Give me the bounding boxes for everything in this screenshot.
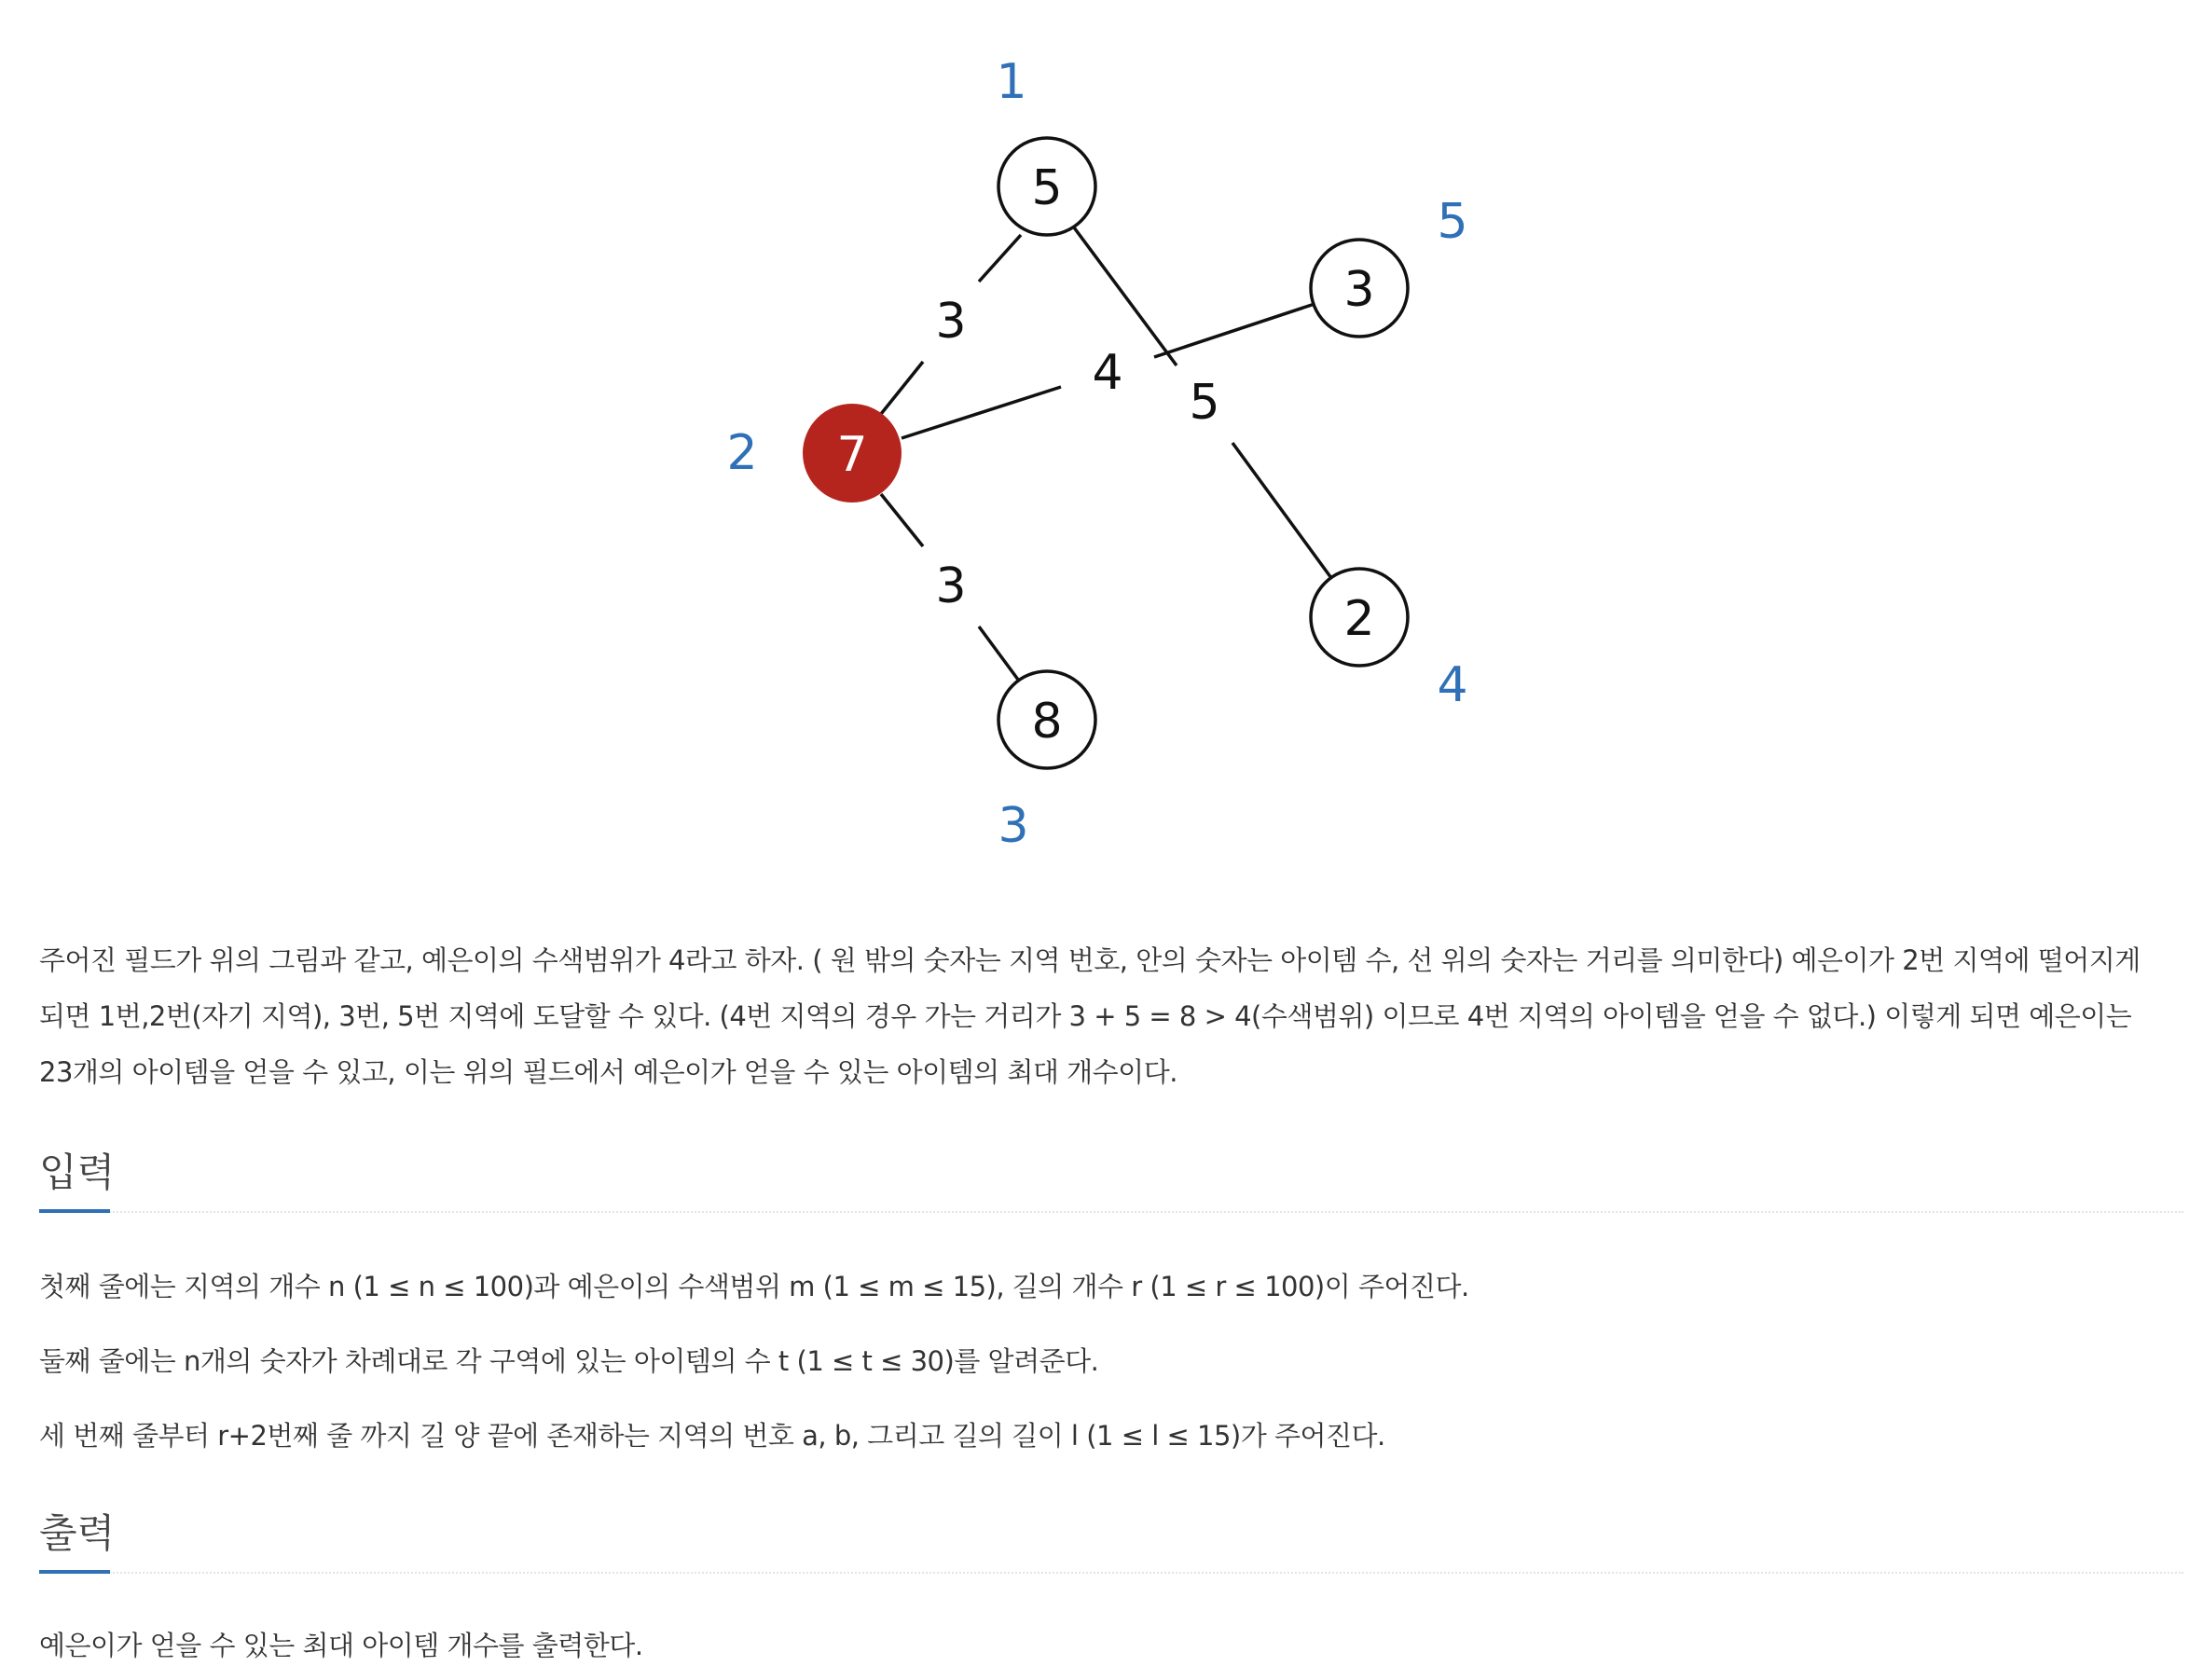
input-heading: 입력: [39, 1150, 116, 1195]
node-3: [998, 671, 1095, 768]
edge-2-3-upper: [881, 494, 923, 546]
node-2: [803, 404, 902, 503]
input-line-3: 세 번째 줄부터 r+2번째 줄 까지 길 양 끝에 존재하는 지역의 번호 a, b, 그리고 길의 길이 l (1 ≤ l ≤ 15)가 주어진다.: [39, 1420, 1385, 1452]
input-heading-divider: [39, 1211, 2183, 1213]
region-label-3: 3: [998, 798, 1029, 854]
edge-1-2-lower: [881, 362, 923, 414]
distance-label-1-4: 5: [1189, 375, 1220, 431]
node-4-item-count: 2: [1343, 591, 1375, 647]
node-1: [998, 138, 1095, 235]
edge-1-2-upper: [979, 235, 1021, 282]
region-label-4: 4: [1437, 657, 1468, 713]
node-5-item-count: 3: [1343, 262, 1375, 318]
output-heading-underline: [39, 1570, 110, 1574]
distance-label-2-5: 4: [1092, 345, 1123, 401]
problem-description: 주어진 필드가 위의 그림과 같고, 예은이의 수색범위가 4라고 하자. ( 원 밖의 숫자는 지역 번호, 안의 숫자는 아이템 수, 선 위의 숫자는 거리를 의미한다) 예은이가 2번 지역에 떨어지게 되면 1번,2번(자기 지역), 3번, 5번 지역에 도달할 수 있다. (4번 지역의 경우 가는 거리가 3 + 5 = 8 > 4(수색범위) 이므로 4번 지역의 아이템을 얻을 수 없다.) 이렇게 되면 예은이는 23개의 아이템을 얻을 수 있고, 이는 위의 필드에서 예은이가 얻을 수 있는 아이템의 최대 개수이다.: [39, 944, 2141, 1088]
region-label-5: 5: [1437, 194, 1468, 250]
input-line-1: 첫째 줄에는 지역의 개수 n (1 ≤ n ≤ 100)과 예은이의 수색범위 m (1 ≤ m ≤ 15), 길의 개수 r (1 ≤ r ≤ 100)이 주어진다.: [39, 1271, 1469, 1302]
edge-2-5-right: [1154, 304, 1315, 357]
region-label-2: 2: [726, 425, 758, 481]
output-line-1: 예은이가 얻을 수 있는 최대 아이템 개수를 출력한다.: [39, 1630, 643, 1661]
edge-2-3-lower: [979, 627, 1021, 683]
node-2-item-count: 7: [836, 427, 868, 483]
node-1-item-count: 5: [1031, 160, 1063, 216]
node-3-item-count: 8: [1031, 694, 1063, 750]
edge-1-4-lower: [1232, 443, 1331, 578]
edge-1-4-upper: [1074, 227, 1177, 365]
input-line-2: 둘째 줄에는 n개의 숫자가 차례대로 각 구역에 있는 아이템의 수 t (1 ≤ t ≤ 30)를 알려준다.: [39, 1345, 1099, 1377]
region-label-1: 1: [996, 54, 1027, 110]
distance-label-2-3: 3: [935, 558, 967, 614]
input-heading-underline: [39, 1209, 110, 1213]
edge-2-5-left: [902, 387, 1061, 438]
output-heading-divider: [39, 1572, 2183, 1574]
node-4: [1311, 569, 1408, 666]
distance-label-1-2: 3: [935, 294, 967, 350]
output-heading: 출력: [39, 1510, 116, 1556]
node-5: [1311, 240, 1408, 337]
